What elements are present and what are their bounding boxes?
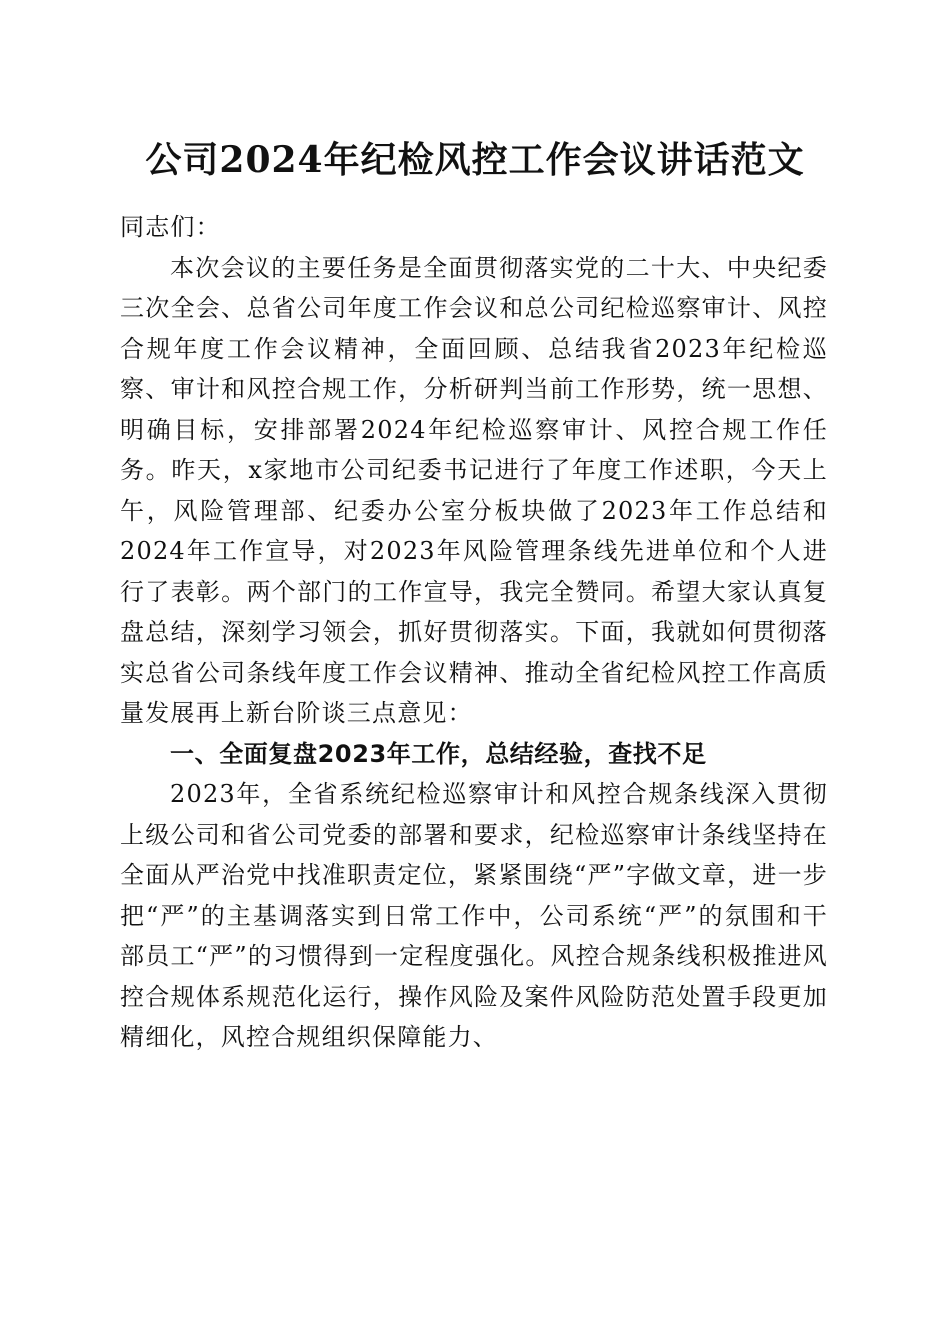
- document-body: [120, 207, 828, 1058]
- section-paragraph: 2023年，全省系统纪检巡察审计和风控合规条线深入贯彻上级公司和省公司党委的部署和要求，纪检巡察审计条线坚持在全面从严治党中找准职责定位，紧紧围绕“严”字做文章，进一步把“严”的主基调落实到日常工作中，公司系统“严”的氛围和干部员工“严”的习惯得到一定程度强化。风控合规条线积极推进风控合规体系规范化运行，操作风险及案件风险防范处置手段更加精细化，风控合规组织保障能力、: [120, 780, 828, 1051]
- document-title: 公司2024年纪检风控工作会议讲话范文: [145, 139, 805, 181]
- salutation: 同志们：: [120, 213, 221, 241]
- intro-paragraph: 本次会议的主要任务是全面贯彻落实党的二十大、中央纪委三次全会、总省公司年度工作会议和总公司纪检巡察审计、风控合规年度工作会议精神，全面回顾、总结我省2023年纪检巡察、审计和风控合规工作，分析研判当前工作形势，统一思想、明确目标，安排部署2024年纪检巡察审计、风控合规工作任务。昨天，x家地市公司纪委书记进行了年度工作述职，今天上午，风险管理部、纪委办公室分板块做了2023年工作总结和2024年工作宣导，对2023年风险管理条线先进单位和个人进行了表彰。两个部门的工作宣导，我完全赞同。希望大家认真复盘总结，深刻学习领会，抓好贯彻落实。下面，我就如何贯彻落实总省公司条线年度工作会议精神、推动全省纪检风控工作高质量发展再上新台阶谈三点意见：: [120, 253, 828, 727]
- section-heading: 一、全面复盘2023年工作，总结经验，查找不足: [170, 739, 707, 768]
